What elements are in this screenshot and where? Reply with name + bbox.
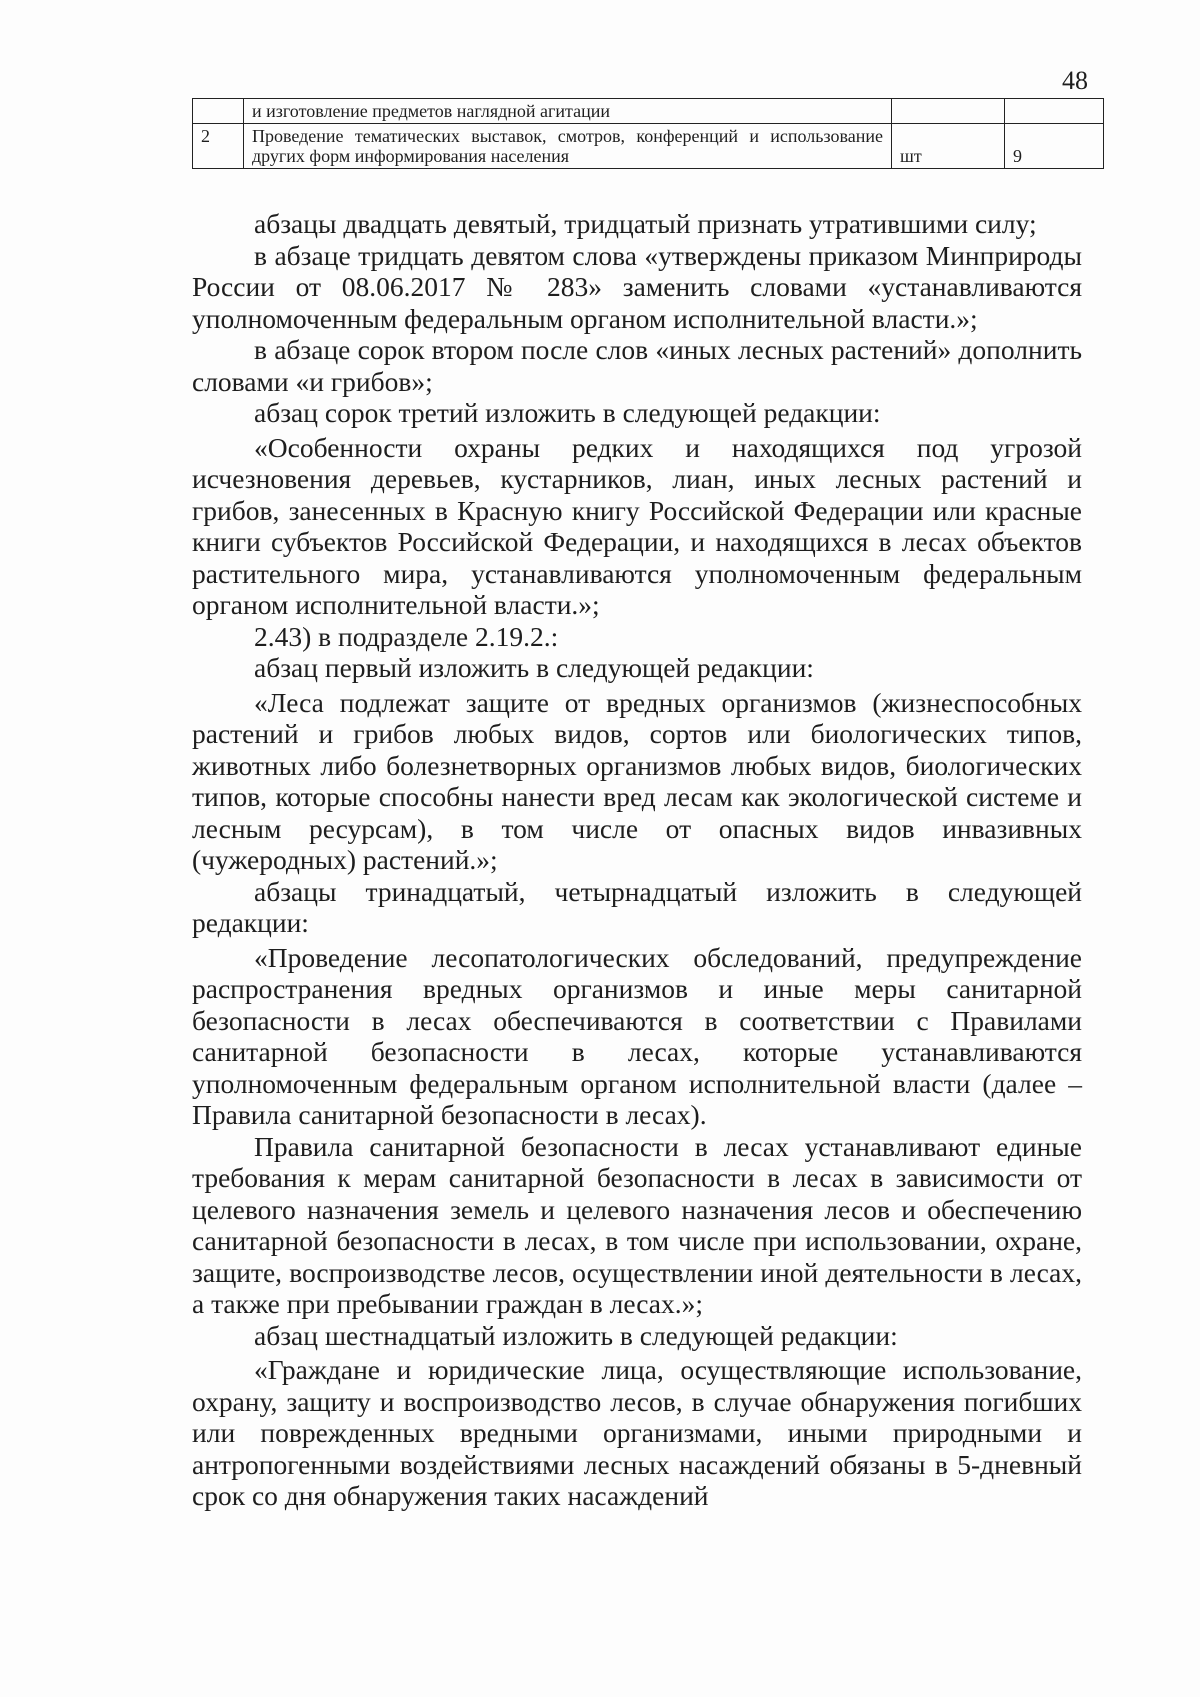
paragraph: в абзаце сорок втором после слов «иных лесных растений» дополнить словами «и грибов»; [192, 334, 1082, 397]
table-cell-unit: шт [892, 124, 1005, 169]
paragraph: абзац шестнадцатый изложить в следующей редакции: [254, 1319, 898, 1351]
paragraph: абзац сорок третий изложить в следующей редакции: [254, 397, 881, 428]
paragraph: Правила санитарной безопасности в лесах устанавливают единые требования к мерам санитарной безопасности в лесах в зависимости от целевого назначения земель и целевого назначения лесов и обеспечению санитарной безопасности в лесах, в том числе при использовании, охране, защите, воспроизводстве лесов, осуществлении иной деятельности в лесах, а также при пребывании граждан в лесах.»; [192, 1130, 1082, 1319]
paragraph: абзац первый изложить в следующей редакции: [254, 652, 814, 683]
page-number: 48 [1062, 66, 1088, 95]
table-cell-number [193, 99, 244, 124]
quoted-paragraph: «Граждане и юридические лица, осуществляющие использование, охрану, защиту и воспроизводство лесов, в случае обнаружения погибших или поврежденных вредными организмами, иными природными и антропогенными воздействиями лесных насаждений обязаны в 5-дневный срок со дня обнаружения таких насаждений [192, 1354, 1082, 1511]
quoted-paragraph: «Леса подлежат защите от вредных организмов (жизнеспособных растений и грибов любых видов, сортов или биологических типов, животных либо болезнетворных организмов любых видов, биологических типов, которые способны нанести вред лесам как экологической системе и лесным ресурсам), в том числе от опасных видов инвазивных (чужеродных) растений.»; [192, 686, 1082, 875]
paragraph: в абзаце тридцать девятом слова «утверждены приказом Минприроды России от 08.06.2017 № 283» заменить словами «устанавливаются уполномоченным федеральным органом исполнительной власти.»; [192, 239, 1082, 334]
table-row [193, 99, 1104, 124]
paragraph: 2.43) в подразделе 2.19.2.: [254, 620, 559, 652]
quoted-paragraph: «Проведение лесопатологических обследований, предупреждение распространения вредных организмов и иные меры санитарной безопасности в лесах обеспечиваются в соответствии с Правилами санитарной безопасности в лесах, которые устанавливаются уполномоченным федеральным органом исполнительной власти (далее – Правила санитарной безопасности в лесах). [192, 941, 1082, 1130]
table-cell-number: 2 [193, 124, 244, 169]
table-cell-unit [892, 99, 1005, 124]
table-cell-name: и изготовление предметов наглядной агитации [244, 99, 892, 124]
paragraph: абзацы тринадцатый, четырнадцатый изложить в следующей редакции: [192, 875, 1082, 938]
activities-table [192, 98, 1104, 169]
table-cell-name: Проведение тематических выставок, смотров, конференций и использование других форм информирования населения [244, 124, 892, 169]
quoted-paragraph: «Особенности охраны редких и находящихся под угрозой исчезновения деревьев, кустарников, лиан, иных лесных растений и грибов, занесенных в Красную книгу Российской Федерации или красные книги субъектов Российской Федерации, и находящихся в лесах объектов растительного мира, устанавливаются уполномоченным федеральным органом исполнительной власти.»; [192, 431, 1082, 620]
document-body [192, 208, 1082, 1512]
table-cell-value: 9 [1005, 124, 1104, 169]
table-cell-value [1005, 99, 1104, 124]
paragraph: абзацы двадцать девятый, тридцатый признать утратившими силу; [254, 208, 1037, 239]
table-row [193, 124, 1104, 169]
